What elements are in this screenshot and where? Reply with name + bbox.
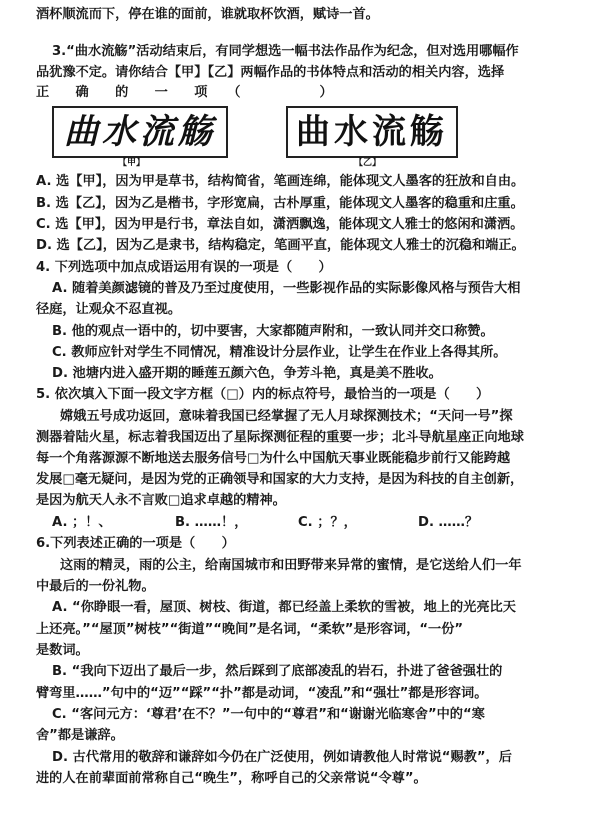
q5-option-d: D. ……？ (418, 515, 479, 530)
calligraphy-yi (286, 106, 458, 158)
q6-option-b-line2: 臂弯里……”句中的“迈”“踩”“扑”都是动词，“凌乱”和“强壮”都是形容词。 (36, 686, 488, 701)
q3-stem-line3: 正 确 的 一 项 （ ） (36, 85, 333, 100)
q5-option-c: C. ；？， (298, 515, 357, 530)
q6-option-c-line1: C. “客问元方：‘尊君’在不？”一句中的“尊君”和“谢谢光临寒舍”中的“寒 (52, 707, 485, 722)
intro-line: 酒杯顺流而下，停在谁的面前，谁就取杯饮酒，赋诗一首。 (36, 7, 379, 22)
q4-option-a-line1: A. 随着美颜滤镜的普及乃至过度使用，一些影视作品的实际影像风格与预告大相 (52, 281, 521, 296)
q6-stem: 6.下列表述正确的一项是（ ） (36, 536, 235, 551)
q3-option-b: B. 选【乙】，因为乙是楷书，字形宽扁，古朴厚重，能体现文人墨客的稳重和庄重。 (36, 196, 524, 211)
calligraphy-jia (52, 106, 228, 158)
q5-option-b: B. ……！， (175, 515, 248, 530)
q6-option-a-line2: 上还亮。”“屋顶”树枝”“街道”“晚间”是名词，“柔软”是形容词，“一份” (36, 622, 464, 637)
q4-option-b: B. 他的观点一语中的，切中要害，大家都随声附和，一致认同并交口称赞。 (52, 324, 494, 339)
q3-stem-line1: 3.“曲水流觞”活动结束后，有同学想选一幅书法作品作为纪念，但对选用哪幅作 (52, 44, 519, 59)
q6-option-b-line1: B. “我向下迈出了最后一步，然后踩到了底部凌乱的岩石，扑进了爸爸强壮的 (52, 664, 503, 679)
q4-option-a-line2: 径庭，让观众不忍直视。 (36, 302, 182, 317)
q4-stem: 4. 下列选项中加点成语运用有误的一项是（ ） (36, 260, 332, 275)
calligraphy-jia-text: 曲水流觞 (64, 111, 216, 152)
q5-passage-line3: 每一个角落源源不断地送去服务信号□为什么中国航天事业既能稳步前行又能跨越 (36, 451, 511, 466)
q4-option-d: D. 池塘内进入盛开期的睡莲五颜六色，争芳斗艳，真是美不胜收。 (52, 366, 442, 381)
q6-option-d-line2: 进的人在前辈面前常称自己“晚生”，称呼自己的父亲常说“令尊”。 (36, 771, 427, 786)
q6-passage-line2: 中最后的一份礼物。 (36, 579, 155, 594)
caption-yi: 【乙】 (354, 158, 382, 168)
q6-option-d-line1: D. 古代常用的敬辞和谦辞如今仍在广泛使用，例如请教他人时常说“赐教”，后 (52, 750, 512, 765)
q3-option-a: A. 选【甲】，因为甲是草书，结构简省，笔画连绵，能体现文人墨客的狂放和自由。 (36, 174, 525, 189)
q6-option-c-line2: 舍”都是谦辞。 (36, 728, 124, 743)
q5-stem: 5. 依次填入下面一段文字方框（□）内的标点符号，最恰当的一项是（ ） (36, 387, 490, 402)
q6-option-a-line1: A. “你睁眼一看，屋顶、树枝、街道，都已经盖上柔软的雪被，地上的光亮比天 (52, 600, 516, 615)
q5-passage-line4: 发展□毫无疑问，是因为党的正确领导和国家的大力支持，是因为科技的自主创新， (36, 472, 524, 487)
caption-jia: 【甲】 (118, 158, 146, 168)
q5-option-a: A. ；！、 (52, 515, 112, 530)
calligraphy-yi-text: 曲水流觞 (296, 111, 448, 152)
q3-option-c: C. 选【甲】，因为甲是行书，章法自如，潇洒飘逸，能体现文人雅士的悠闲和潇洒。 (36, 217, 524, 232)
q5-passage-line2: 测器着陆火星，标志着我国迈出了星际探测征程的重要一步；北斗导航星座正向地球 (36, 430, 524, 445)
q5-passage-line5: 是因为航天人永不言败□追求卓越的精神。 (36, 493, 286, 508)
q5-passage-line1: 嫦娥五号成功返回，意味着我国已经掌握了无人月球探测技术；“天问一号”探 (60, 409, 513, 424)
q3-stem-line2: 品犹豫不定。请你结合【甲】【乙】两幅作品的书体特点和活动的相关内容，选择 (36, 65, 505, 80)
q3-option-d: D. 选【乙】，因为乙是隶书，结构稳定，笔画平直，能体现文人雅士的沉稳和端正。 (36, 238, 525, 253)
q4-option-c: C. 教师应针对学生不同情况，精准设计分层作业，让学生在作业上各得其所。 (52, 345, 507, 360)
q6-option-a-line3: 是数词。 (36, 643, 89, 658)
q6-passage-line1: 这雨的精灵，雨的公主，给南国城市和田野带来异常的蜜情，是它送给人们一年 (60, 558, 522, 573)
